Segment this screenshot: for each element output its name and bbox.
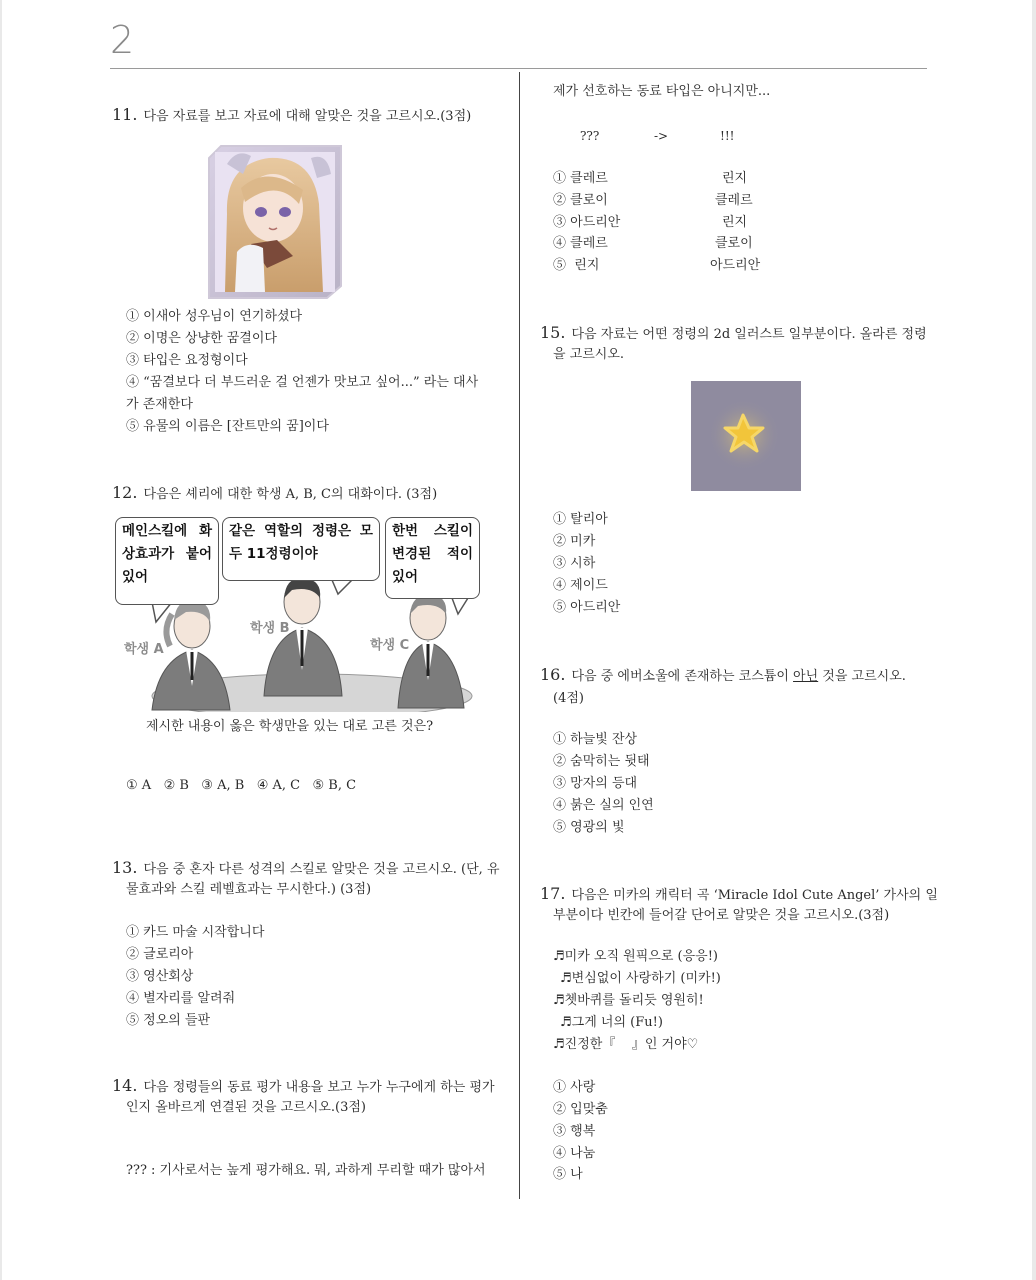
q16-option-5[interactable]: ⑤ 영광의 빛: [553, 820, 625, 835]
q14-arrow-left: ???: [580, 129, 600, 143]
question-12-title: [112, 482, 437, 506]
question-15-title-cont: 을 고르시오.: [553, 347, 625, 362]
q14-option-3-target: 린지: [722, 215, 748, 230]
question-13-title: [112, 857, 500, 881]
question-number: 11.: [112, 105, 138, 124]
speech-bubble-a: 메인스킬에 화 상효과가 붙어 있어: [115, 517, 219, 605]
question-number: 16.: [540, 665, 566, 684]
question-14-title: [112, 1075, 495, 1099]
q11-option-4-cont: 가 존재한다: [126, 397, 193, 412]
q14-option-1-target: 린지: [722, 171, 748, 186]
q14-option-3[interactable]: ③ 아드리안: [553, 215, 621, 230]
question-text: 다음 정령들의 동료 평가 내용을 보고 누가 누구에게 하는 평가: [143, 1080, 495, 1095]
q14-quote-line1: ??? : 기사로서는 높게 평가해요. 뭐, 과하게 무리할 때가 많아서: [126, 1163, 486, 1178]
speech-bubble-b: 같은 역할의 정령은 모 두 11정령이야: [222, 517, 380, 581]
q12-question: 제시한 내용이 옳은 학생만을 있는 대로 고른 것은?: [146, 719, 434, 734]
question-number: 13.: [112, 858, 138, 877]
emphasis-not: 아닌: [793, 669, 819, 684]
q14-arrow: ->: [654, 129, 669, 143]
q13-option-5[interactable]: ⑤ 정오의 들판: [126, 1013, 211, 1028]
q14-option-2[interactable]: ② 클로이: [553, 193, 608, 208]
q16-option-1[interactable]: ① 하늘빛 잔상: [553, 732, 638, 747]
question-13-title-cont: 물효과와 스킬 레벨효과는 무시한다.) (3점): [126, 882, 372, 897]
q14-quote-line2: 제가 선호하는 동료 타입은 아니지만...: [553, 84, 771, 99]
question-number: 12.: [112, 483, 138, 502]
q16-option-2[interactable]: ② 숨막히는 뒷태: [553, 754, 650, 769]
q14-option-4-target: 클로이: [715, 236, 753, 251]
q17-option-5[interactable]: ⑤ 나: [553, 1167, 583, 1182]
q14-arrow-right: !!!: [720, 129, 735, 143]
q12-options[interactable]: ① A ② B ③ A, B ④ A, C ⑤ B, C: [126, 778, 357, 793]
question-text: 다음은 셰리에 대한 학생 A, B, C의 대화이다. (3점): [143, 487, 438, 502]
q13-option-4[interactable]: ④ 별자리를 알려줘: [126, 991, 236, 1006]
question-number: 17.: [540, 884, 566, 903]
q17-option-3[interactable]: ③ 행복: [553, 1124, 596, 1139]
q13-option-2[interactable]: ② 글로리아: [126, 947, 194, 962]
question-text: 다음 중 혼자 다른 성격의 스킬로 알맞은 것을 고르시오. (단, 유: [143, 862, 500, 877]
student-c-label: 학생 C: [370, 638, 410, 653]
q11-option-2[interactable]: ② 이명은 상냥한 꿈결이다: [126, 331, 277, 346]
question-11-title: [112, 104, 471, 128]
q13-option-3[interactable]: ③ 영산회상: [126, 969, 194, 984]
lyric-line-3: ♬쳇바퀴를 돌리듯 영원히!: [553, 993, 704, 1008]
q11-option-1[interactable]: ① 이새아 성우님이 연기하셨다: [126, 309, 303, 324]
lyric-line-1: ♬미카 오직 원픽으로 (응응!): [553, 949, 718, 964]
q16-option-3[interactable]: ③ 망자의 등대: [553, 776, 638, 791]
lyric-line-5: ♬진정한『 』인 거야♡: [553, 1037, 699, 1052]
q15-option-3[interactable]: ③ 시하: [553, 556, 596, 571]
q13-option-1[interactable]: ① 카드 마술 시작합니다: [126, 925, 265, 940]
question-16-points: (4점): [553, 691, 584, 706]
page-number: 2: [110, 18, 136, 62]
q11-option-4[interactable]: ④ “꿈결보다 더 부드러운 걸 언젠가 맛보고 싶어...” 라는 대사: [126, 375, 479, 390]
q15-option-2[interactable]: ② 미카: [553, 534, 596, 549]
question-number: 15.: [540, 323, 566, 342]
column-divider: [519, 72, 520, 1199]
exam-page: [2, 0, 1032, 1280]
q15-option-4[interactable]: ④ 제이드: [553, 578, 608, 593]
q15-option-1[interactable]: ① 탈리아: [553, 512, 608, 527]
q11-option-5[interactable]: ⑤ 유물의 이름은 [잔트만의 꿈]이다: [126, 419, 329, 434]
student-b-figure: [264, 578, 342, 696]
q15-option-5[interactable]: ⑤ 아드리안: [553, 600, 621, 615]
lyric-line-4: ♬그게 너의 (Fu!): [560, 1015, 663, 1030]
q14-option-1[interactable]: ① 클레르: [553, 171, 608, 186]
question-16-title: 16. 다음 중 에버소울에 존재하는 코스튬이 아닌 것을 고르시오.: [540, 665, 906, 684]
question-text: 다음 자료는 어떤 정령의 2d 일러스트 일부분이다. 올라른 정령: [571, 327, 927, 342]
q14-option-5-target: 아드리안: [710, 258, 761, 273]
star-illustration-image: [691, 381, 801, 491]
question-text: 다음은 미카의 캐릭터 곡 ‘Miracle Idol Cute Angel’ 가사의 일: [571, 888, 938, 903]
question-17-title-cont: 부분이다 빈칸에 들어갈 단어로 알맞은 것을 고르시오.(3점): [553, 908, 890, 923]
question-17-title: [540, 883, 938, 907]
q14-option-4[interactable]: ④ 클레르: [553, 236, 608, 251]
q16-option-4[interactable]: ④ 붉은 실의 인연: [553, 798, 654, 813]
question-text: 다음 자료를 보고 자료에 대해 알맞은 것을 고르시오.(3점): [143, 109, 472, 124]
q14-option-5[interactable]: ⑤ 린지: [553, 258, 600, 273]
question-number: 14.: [112, 1076, 138, 1095]
speech-bubble-c: 한번 스킬이 변경된 적이 있어: [385, 517, 480, 599]
q17-option-2[interactable]: ② 입맞춤: [553, 1102, 608, 1117]
q11-option-3[interactable]: ③ 타입은 요정형이다: [126, 353, 248, 368]
question-14-title-cont: 인지 올바르게 연결된 것을 고르시오.(3점): [126, 1100, 367, 1115]
q14-option-2-target: 클레르: [715, 193, 753, 208]
question-15-title: [540, 322, 927, 346]
student-a-label: 학생 A: [124, 642, 164, 657]
q17-option-4[interactable]: ④ 나눔: [553, 1146, 596, 1161]
q17-option-1[interactable]: ① 사랑: [553, 1080, 596, 1095]
header-rule: [110, 68, 927, 69]
character-portrait-image: [207, 144, 343, 300]
lyric-line-2: ♬변심없이 사랑하기 (미카!): [560, 971, 721, 986]
student-b-label: 학생 B: [250, 621, 290, 636]
